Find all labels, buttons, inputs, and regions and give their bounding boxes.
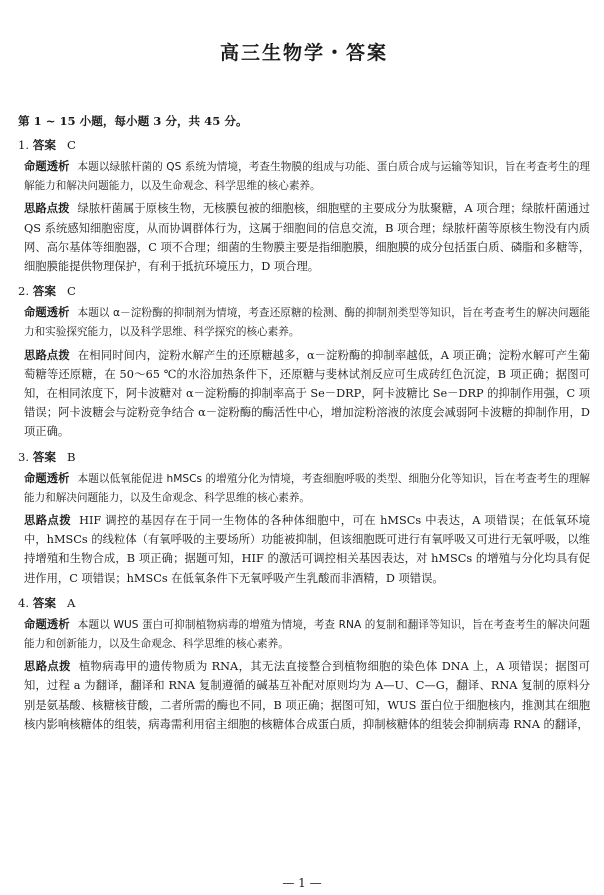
answer-label: 答案: [32, 138, 56, 152]
hint-text: HIF 调控的基因存在于同一生物体的各种体细胞中，可在 hMSCs 中表达，A 项错误；在低氧环境中，hMSCs 的线粒体（有氧呼吸的主要场所）功能被抑制，但该细胞既可进行有氧呼吸又可进行无氧呼吸，以维持增殖和生物合成，B 项正确；据题可知，HIF 的激活可调控相关基因表达，对 hMSCs 的增殖与分化均具有促进作用，C 项错误；hMSCs 在低氧条件下无氧呼吸产生乳酸而非酒精，D 项错误。: [24, 514, 590, 585]
hint-label: 思路点拨: [24, 659, 71, 674]
hint-label: 思路点拨: [24, 347, 70, 362]
analysis-text: 本题以绿脓杆菌的 QS 系统为情境，考查生物膜的组成与功能、蛋白质合成与运输等知识，旨在考查考生的理解能力和解决问题能力，以及生命观念、科学思维的核心素养。: [24, 161, 590, 193]
question-item: [18, 282, 590, 441]
analysis-text: 本题以 α－淀粉酶的抑制剂为情境，考查还原糖的检测、酶的抑制剂类型等知识，旨在考查考生的解决问题能力和实验探究能力，以及科学思维、科学探究的核心素养。: [24, 307, 590, 339]
question-list: [18, 136, 590, 734]
question-answer-line: [18, 282, 590, 300]
question-number: 1.: [18, 138, 30, 152]
analysis-paragraph: [18, 303, 590, 342]
hint-paragraph: [18, 199, 590, 276]
analysis-text: 本题以 WUS 蛋白可抑制植物病毒的增殖为情境，考查 RNA 的复制和翻译等知识，旨在考查考生的解决问题能力和创新能力，以及生命观念、科学思维的核心素养。: [24, 618, 590, 651]
question-number: 2.: [18, 284, 30, 299]
answer-label: 答案: [32, 449, 56, 464]
answer-choice: C: [67, 284, 76, 299]
hint-text: 植物病毒甲的遗传物质为 RNA，其无法直接整合到植物细胞的染色体 DNA 上，A 项错误；据图可知，过程 a 为翻译，翻译和 RNA 复制遵循的碱基互补配对原则均为 A—U、C—G，翻译、RNA 复制的原料分别是氨基酸、核糖核苷酸，二者所需的酶也不同，B 项正确；据图可知，WUS 蛋白位于细胞核内，推测其在细胞核内影响核糖体的组装，病毒需利用宿主细胞的核糖体合成蛋白质，抑制核糖体的组装会抑制病毒 RNA 的翻译，: [24, 660, 590, 731]
question-answer-line: [18, 594, 590, 612]
question-item: [18, 594, 590, 734]
analysis-paragraph: [18, 157, 590, 196]
question-item: [18, 136, 590, 276]
answer-choice: C: [67, 138, 76, 152]
page-title: 高三生物学・答案: [219, 42, 388, 64]
analysis-paragraph: [18, 469, 590, 508]
analysis-paragraph: [18, 615, 590, 654]
page-number: — 1 —: [282, 876, 322, 890]
hint-text: 在相同时间内，淀粉水解产生的还原糖越多，α－淀粉酶的抑制率越低，A 项正确；淀粉水解可产生葡萄糖等还原糖，在 50～65 ℃的水浴加热条件下，还原糖与斐林试剂反应可生成砖红色沉淀，B 项正确；据图可知，在相同浓度下，阿卡波糖对 α－淀粉酶的抑制率高于 Se－DRP，阿卡波糖比 Se－DRP 的抑制作用强，C 项错误；阿卡波糖会与淀粉竞争结合 α－淀粉酶的酶活性中心，增加淀粉溶液的浓度会减弱阿卡波糖的抑制作用，D 项正确。: [24, 348, 590, 439]
analysis-label: 命题透析: [24, 616, 70, 631]
section-intro: 第 1 ~ 15 小题，每小题 3 分，共 45 分。: [18, 114, 248, 128]
answer-choice: B: [67, 449, 76, 464]
question-number: 3.: [18, 449, 30, 464]
analysis-label: 命题透析: [24, 305, 70, 320]
hint-paragraph: [18, 346, 590, 442]
answer-label: 答案: [32, 595, 56, 610]
hint-paragraph: [18, 657, 590, 734]
analysis-label: 命题透析: [24, 159, 70, 173]
answer-label: 答案: [32, 284, 56, 299]
hint-text: 绿脓杆菌属于原核生物，无核膜包被的细胞核，细胞壁的主要成分为肽聚糖，A 项合理；绿脓杆菌通过 QS 系统感知细胞密度，从而协调群体行为，这属于细胞间的信息交流，B 项合理；绿脓杆菌等原核生物没有内质网、高尔基体等细胞器，C 项不合理；细菌的生物膜主要是指细胞膜，细胞膜的成分包括蛋白质、磷脂和多糖等，细胞膜能提供物理保护，有利于抵抗环境压力，D 项合理。: [24, 202, 590, 274]
analysis-label: 命题透析: [24, 470, 70, 485]
question-number: 4.: [18, 595, 30, 610]
question-answer-line: [18, 136, 590, 154]
question-item: [18, 448, 590, 588]
hint-paragraph: [18, 511, 590, 588]
hint-label: 思路点拨: [24, 201, 70, 216]
answer-choice: A: [67, 595, 76, 610]
hint-label: 思路点拨: [24, 513, 72, 528]
question-answer-line: [18, 448, 590, 466]
analysis-text: 本题以低氧能促进 hMSCs 的增殖分化为情境，考查细胞呼吸的类型、细胞分化等知识，旨在考查考生的理解能力和解决问题能力，以及生命观念、科学思维的核心素养。: [24, 472, 590, 504]
